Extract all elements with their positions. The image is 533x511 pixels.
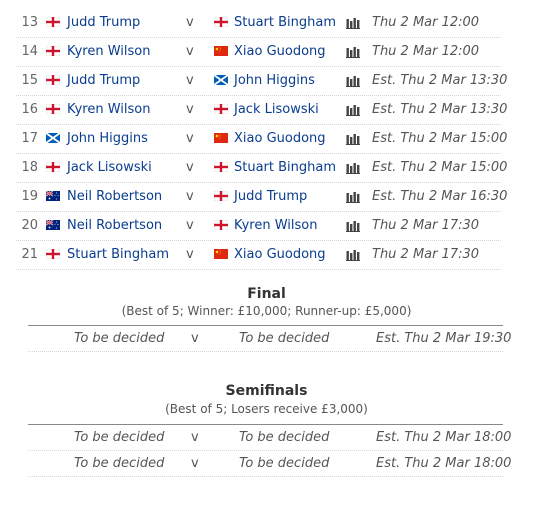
england-flag-icon: [214, 220, 228, 230]
match-row: [16, 154, 508, 183]
final-subtitle: (Best of 5; Winner: £10,000; Runner-up: £5,000): [121, 304, 412, 318]
player-one-link[interactable]: Jack Lisowski: [67, 160, 152, 175]
england-flag-icon: [46, 162, 60, 172]
match-row: [16, 241, 501, 270]
player-one-link[interactable]: John Higgins: [67, 131, 148, 146]
england-flag-icon: [46, 17, 60, 27]
player-two-link[interactable]: Kyren Wilson: [234, 218, 318, 233]
tv-coverage-icon[interactable]: [346, 17, 360, 29]
match-row: [28, 326, 512, 352]
versus-label: v: [186, 131, 194, 146]
player-two-link[interactable]: Xiao Guodong: [234, 44, 326, 59]
player-two-link[interactable]: Jack Lisowski: [234, 102, 319, 117]
match-time: Est. Thu 2 Mar 13:30: [372, 73, 508, 88]
tv-coverage-icon[interactable]: [346, 133, 360, 145]
player-two-link[interactable]: Stuart Bingham: [234, 160, 337, 175]
versus-label: v: [186, 247, 194, 262]
match-time: Est. Thu 2 Mar 19:30: [376, 331, 512, 346]
match-number: 19: [21, 189, 38, 204]
england-flag-icon: [46, 46, 60, 56]
match-time: Thu 2 Mar 12:00: [372, 15, 480, 30]
match-row: [16, 212, 501, 241]
china-flag-icon: [214, 46, 228, 56]
versus-label: v: [186, 218, 194, 233]
match-time: Thu 2 Mar 12:00: [372, 44, 480, 59]
player-one-link[interactable]: Neil Robertson: [67, 218, 163, 233]
match-row: [16, 183, 508, 212]
match-time: Est. Thu 2 Mar 13:30: [372, 102, 508, 117]
match-number: 13: [21, 15, 38, 30]
semifinals-subtitle: (Best of 5; Losers receive £3,000): [165, 402, 368, 416]
england-flag-icon: [214, 104, 228, 114]
semifinals-title: Semifinals: [225, 383, 308, 399]
match-row: [28, 451, 512, 477]
versus-label: v: [186, 73, 194, 88]
england-flag-icon: [214, 17, 228, 27]
player-two-link[interactable]: Xiao Guodong: [234, 131, 326, 146]
player-one-link[interactable]: Kyren Wilson: [67, 102, 151, 117]
player-one-link[interactable]: Judd Trump: [67, 15, 141, 30]
match-number: 15: [21, 73, 38, 88]
player-two-link[interactable]: Stuart Bingham: [234, 15, 337, 30]
australia-flag-icon: [46, 191, 60, 201]
final-title: Final: [247, 286, 286, 302]
tv-coverage-icon[interactable]: [346, 162, 360, 174]
match-row: [28, 425, 512, 451]
australia-flag-icon: [46, 220, 60, 230]
versus-label: v: [191, 430, 199, 445]
match-number: 20: [21, 218, 38, 233]
versus-label: v: [186, 189, 194, 204]
player-two-link[interactable]: John Higgins: [234, 73, 315, 88]
match-time: Est. Thu 2 Mar 18:00: [376, 430, 512, 445]
match-time: Est. Thu 2 Mar 16:30: [372, 189, 508, 204]
match-number: 18: [21, 160, 38, 175]
player-one-link[interactable]: Stuart Bingham: [67, 247, 170, 262]
tv-coverage-icon[interactable]: [346, 249, 360, 261]
match-time: Est. Thu 2 Mar 15:00: [372, 160, 508, 175]
player-two-tbd: To be decided: [239, 430, 330, 445]
match-row: [16, 67, 508, 96]
versus-label: v: [186, 44, 194, 59]
tv-coverage-icon[interactable]: [346, 75, 360, 87]
match-list: [16, 9, 508, 270]
match-number: 21: [21, 247, 38, 262]
scotland-flag-icon: [214, 75, 228, 85]
england-flag-icon: [214, 191, 228, 201]
china-flag-icon: [214, 133, 228, 143]
match-number: 16: [21, 102, 38, 117]
versus-label: v: [186, 160, 194, 175]
match-row: [16, 9, 501, 38]
versus-label: v: [191, 456, 199, 471]
player-two-link[interactable]: Judd Trump: [234, 189, 308, 204]
versus-label: v: [186, 102, 194, 117]
player-one-link[interactable]: Neil Robertson: [67, 189, 163, 204]
player-one-tbd: To be decided: [74, 430, 165, 445]
england-flag-icon: [46, 104, 60, 114]
semifinals-table: [28, 424, 512, 477]
match-row: [16, 125, 508, 154]
tv-coverage-icon[interactable]: [346, 220, 360, 232]
versus-label: v: [186, 15, 194, 30]
player-two-link[interactable]: Xiao Guodong: [234, 247, 326, 262]
player-one-link[interactable]: Judd Trump: [67, 73, 141, 88]
match-time: Est. Thu 2 Mar 18:00: [376, 456, 512, 471]
match-number: 17: [21, 131, 38, 146]
match-number: 14: [21, 44, 38, 59]
match-row: [16, 96, 508, 125]
england-flag-icon: [214, 162, 228, 172]
player-one-link[interactable]: Kyren Wilson: [67, 44, 151, 59]
player-one-tbd: To be decided: [74, 331, 165, 346]
player-two-tbd: To be decided: [239, 456, 330, 471]
versus-label: v: [191, 331, 199, 346]
england-flag-icon: [46, 249, 60, 259]
match-row: [16, 38, 501, 67]
england-flag-icon: [46, 75, 60, 85]
player-two-tbd: To be decided: [239, 331, 330, 346]
scotland-flag-icon: [46, 133, 60, 143]
tv-coverage-icon[interactable]: [346, 191, 360, 203]
player-one-tbd: To be decided: [74, 456, 165, 471]
tv-coverage-icon[interactable]: [346, 46, 360, 58]
match-time: Est. Thu 2 Mar 15:00: [372, 131, 508, 146]
match-time: Thu 2 Mar 17:30: [372, 218, 480, 233]
tv-coverage-icon[interactable]: [346, 104, 360, 116]
china-flag-icon: [214, 249, 228, 259]
match-time: Thu 2 Mar 17:30: [372, 247, 480, 262]
final-table: [28, 325, 512, 352]
